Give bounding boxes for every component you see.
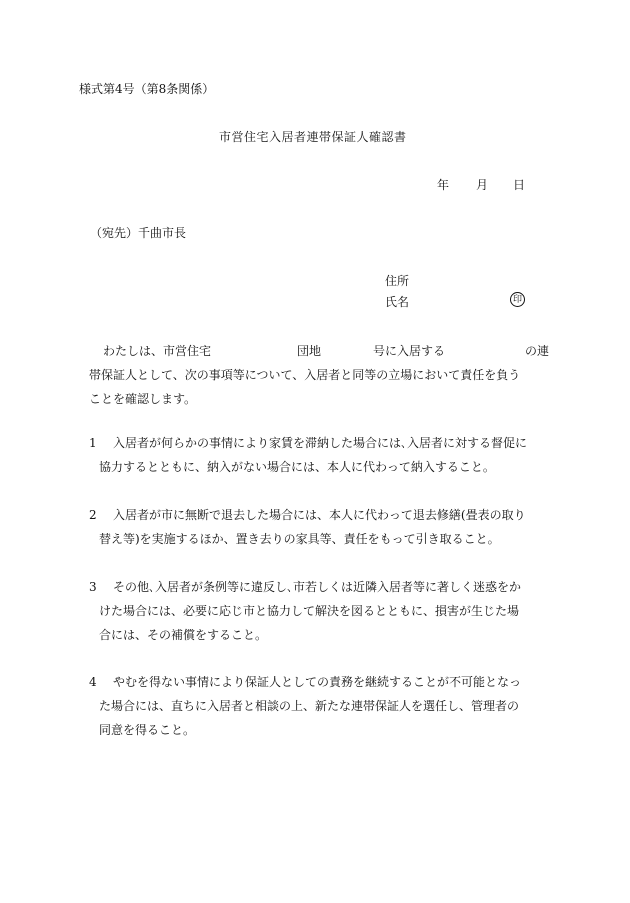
addressee: （宛先）千曲市長: [90, 226, 187, 240]
intro-line-1-part-1: わたしは、市営住宅: [103, 344, 212, 358]
intro-line-1: [89, 339, 559, 363]
name-label: 氏名: [385, 295, 410, 309]
address-label: 住所: [385, 274, 410, 288]
clause-2-line-2: 替え等)を実施するほか、置き去りの家具等、責任をもって引き取ること。: [99, 532, 500, 546]
clause-1-line-1: 入居者が何らかの事情により家賃を滞納した場合には､入居者に対する督促に: [113, 436, 528, 450]
seal-mark: 印: [510, 292, 525, 307]
date-day-label: 日: [513, 178, 526, 192]
intro-line-1-part-3: 号に入居する: [373, 344, 446, 358]
clause-2-line-1: 入居者が市に無断で退去した場合には、本人に代わって退去修繕(畳表の取り: [113, 508, 526, 522]
intro-line-3: ことを確認します。: [89, 392, 197, 406]
clause-3-line-3: 合には、その補償をすること。: [99, 628, 268, 642]
clause-4-line-1: やむを得ない事情により保証人としての責務を継続することが不可能となっ: [113, 675, 522, 689]
clause-3-line-2: けた場合には、必要に応じ市と協力して解決を図るとともに、損害が生じた場: [99, 604, 520, 618]
clause-3-line-1: その他､入居者が条例等に違反し､市若しくは近隣入居者等に著しく迷惑をか: [113, 580, 522, 594]
document-title: 市営住宅入居者連帯保証人確認書: [219, 130, 407, 144]
date-month-label: 月: [476, 178, 489, 192]
intro-line-1-part-4: の連: [525, 344, 550, 358]
clause-1-line-2: 協力するとともに、納入がない場合には、本人に代わって納入すること。: [99, 460, 495, 474]
clause-3: [89, 575, 559, 647]
form-number: 様式第4号（第8条関係）: [79, 82, 215, 96]
intro-line-1-part-2: 団地: [297, 344, 322, 358]
clause-2: [89, 503, 559, 551]
clause-1: [89, 431, 559, 479]
clause-4: [89, 670, 559, 742]
clause-4-number: 4: [89, 675, 97, 689]
clause-1-number: 1: [89, 436, 97, 450]
date-year-label: 年: [437, 178, 450, 192]
intro-paragraph: [89, 339, 559, 411]
clause-3-number: 3: [89, 580, 97, 594]
intro-line-2: 帯保証人として、次の事項等について、入居者と同等の立場において責任を負う: [89, 368, 521, 382]
clause-4-line-2: た場合には、直ちに入居者と相談の上、新たな連帯保証人を選任し、管理者の: [99, 699, 520, 713]
clause-2-number: 2: [89, 508, 97, 522]
clause-4-line-3: 同意を得ること。: [99, 723, 196, 737]
